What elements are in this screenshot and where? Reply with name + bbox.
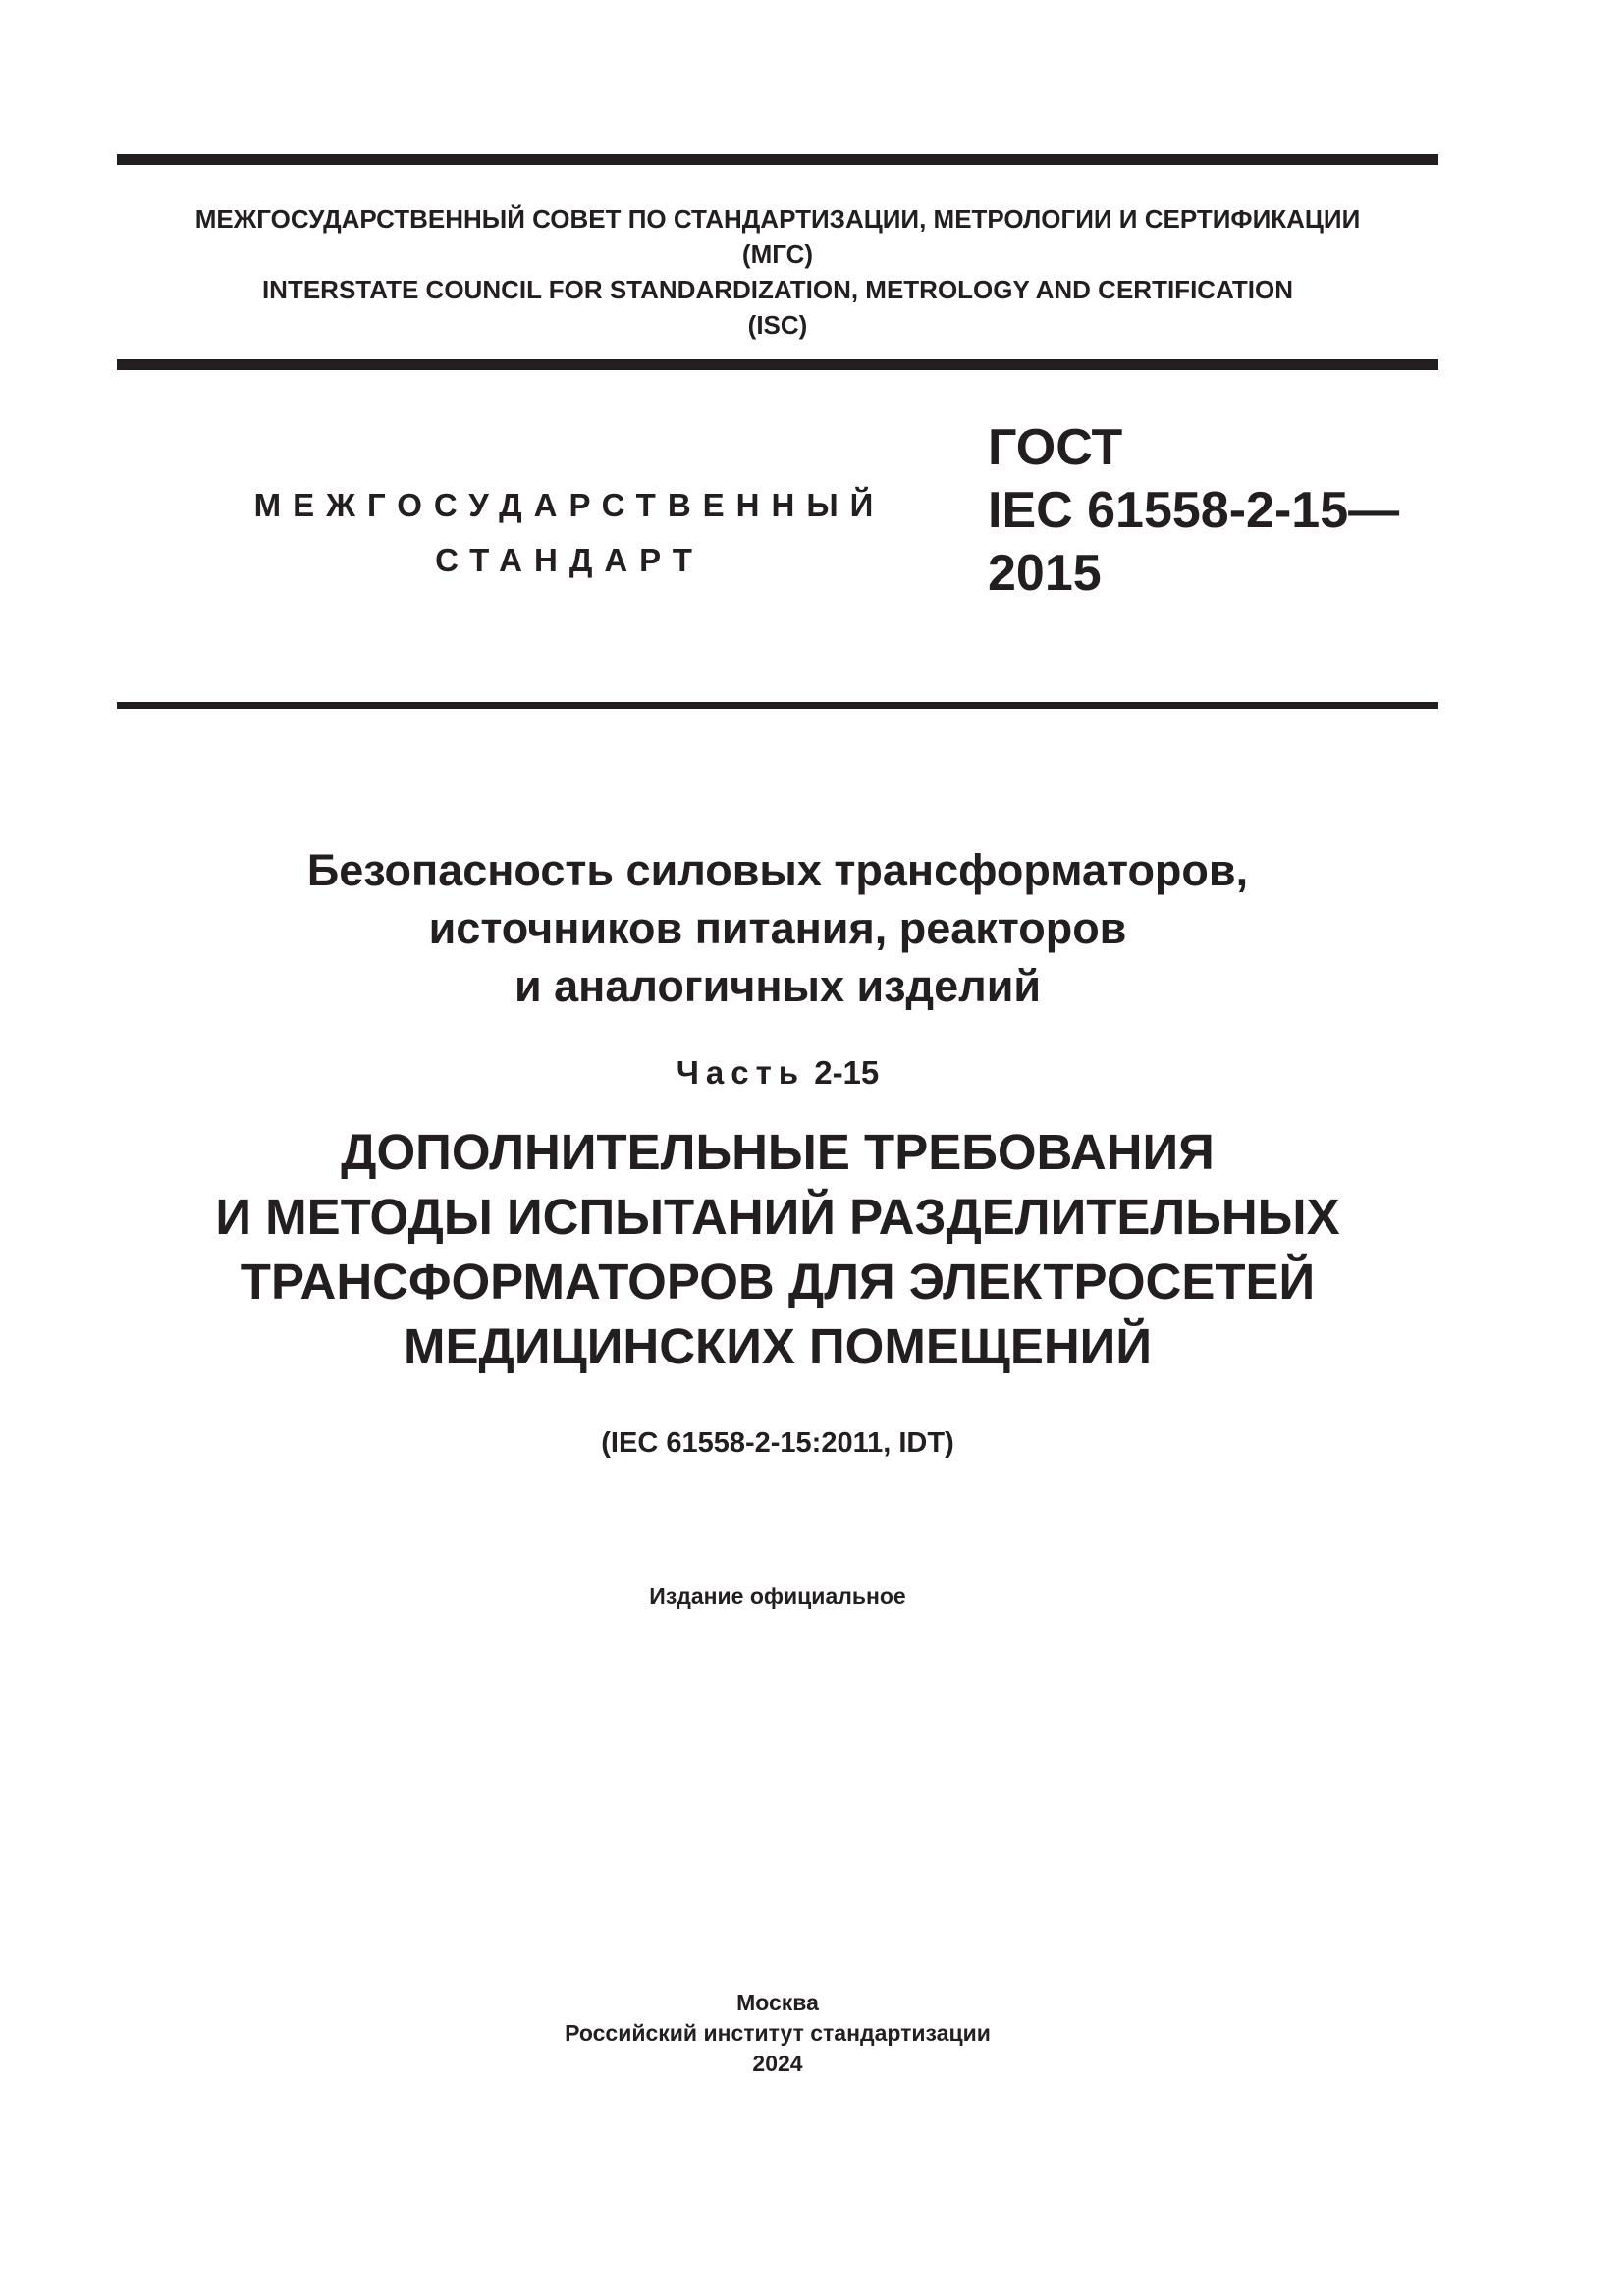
council-divider-rule [117, 359, 1438, 370]
part-number: 2-15 [814, 1054, 880, 1091]
document-title [117, 841, 1438, 1015]
standard-number [988, 416, 1399, 605]
standard-number-line1: ГОСТ [988, 419, 1123, 476]
subtitle-line1: ДОПОЛНИТЕЛЬНЫЕ ТРЕБОВАНИЯ [341, 1124, 1215, 1180]
subtitle-line2: И МЕТОДЫ ИСПЫТАНИЙ РАЗДЕЛИТЕЛЬНЫХ [215, 1189, 1340, 1245]
council-abbr-ru: (МГС) [741, 240, 814, 269]
title-line1: Безопасность силовых трансформаторов, [306, 845, 1249, 895]
document-subtitle [117, 1120, 1438, 1379]
top-rule [117, 154, 1438, 165]
council-name-en: INTERSTATE COUNCIL FOR STANDARDIZATION, METROLOGY AND CERTIFICATION [261, 275, 1294, 304]
imprint-city: Москва [736, 1990, 819, 2015]
part-label [117, 1051, 1438, 1095]
council-abbr-en: (ISC) [747, 310, 808, 340]
subtitle-line3: ТРАНСФОРМАТОРОВ ДЛЯ ЭЛЕКТРОСЕТЕЙ [240, 1254, 1316, 1309]
title-line2: источников питания, реакторов [428, 903, 1127, 953]
imprint [117, 1988, 1438, 2079]
header-bottom-rule [117, 702, 1438, 709]
standard-number-line3: 2015 [988, 545, 1102, 602]
imprint-publisher: Российский институт стандартизации [565, 2020, 991, 2046]
standard-type-line2: СТАНДАРТ [435, 542, 704, 578]
subtitle-line4: МЕДИЦИНСКИХ ПОМЕЩЕНИЙ [404, 1318, 1152, 1374]
council-name-ru: МЕЖГОСУДАРСТВЕННЫЙ СОВЕТ ПО СТАНДАРТИЗАЦИИ, МЕТРОЛОГИИ И СЕРТИФИКАЦИИ [194, 204, 1361, 234]
imprint-year: 2024 [752, 2051, 803, 2076]
identity-reference: (IEC 61558-2-15:2011, IDT) [601, 1427, 954, 1459]
edition-label: Издание официальное [649, 1583, 906, 1609]
standard-type-line1: МЕЖГОСУДАРСТВЕННЫЙ [253, 487, 886, 523]
standard-type [196, 478, 943, 588]
council-header [117, 201, 1438, 343]
standard-number-line2: IEC 61558-2-15— [988, 482, 1400, 539]
part-word: Часть [676, 1054, 806, 1091]
title-line3: и аналогичных изделий [514, 961, 1042, 1011]
